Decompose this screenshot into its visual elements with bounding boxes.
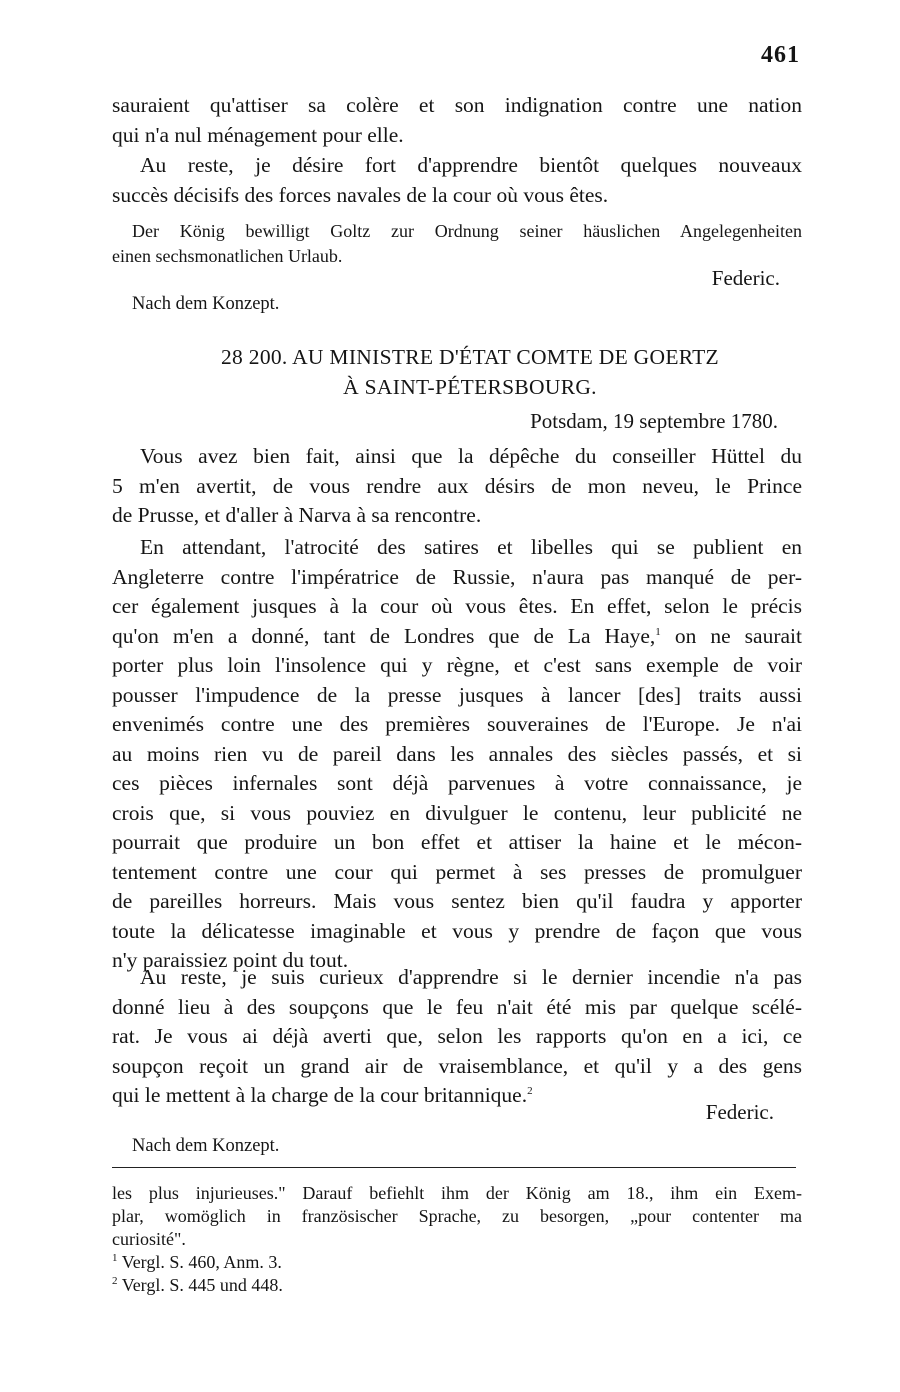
footnote-ref-2: 2	[527, 1084, 533, 1097]
letter-paragraph-1	[112, 442, 802, 531]
text-line: envenimés contre une des premières souveraines de l'Europe. Je n'ai	[112, 712, 802, 736]
text-line-with-footnote	[112, 1081, 802, 1111]
text-line: porter plus loin l'insolence qui y règne, et c'est sans exemple de voir	[112, 653, 802, 677]
text-line-with-footnote	[112, 622, 802, 652]
text-line: sauraient qu'attiser sa colère et son indignation contre une nation	[112, 93, 802, 117]
letter-paragraph-2	[112, 533, 802, 976]
footnote-text: Vergl. S. 460, Anm. 3.	[121, 1252, 282, 1272]
footnote-continuation-line: les plus injurieuses." Darauf befiehlt ihm der König am 18., ihm ein Exem-	[112, 1183, 802, 1203]
letter-paragraph-3	[112, 963, 802, 1111]
footnote-continuation-line: plar, womöglich in französischer Sprache, zu besorgen, „pour contenter ma	[112, 1206, 802, 1226]
text-line: Au reste, je suis curieux d'apprendre si le dernier incendie n'a pas	[140, 965, 802, 989]
text-line: succès décisifs des forces navales de la cour où vous êtes.	[112, 182, 609, 207]
letter-heading-line-1: 28 200. AU MINISTRE D'ÉTAT COMTE DE GOERTZ	[221, 345, 719, 369]
footnote-2	[112, 1274, 802, 1297]
text-segment: on ne saurait	[660, 623, 802, 648]
text-line: qui n'a nul ménagement pour elle.	[112, 122, 404, 147]
prev-letter-source: Nach dem Konzept.	[132, 294, 280, 314]
footnote-marker: 1	[112, 1252, 118, 1264]
text-line: soupçon reçoit un grand air de vraisemblance, et qu'il y a des gens	[112, 1053, 802, 1078]
text-line: donné lieu à des soupçons que le feu n'ait été mis par quelque scélé-	[112, 994, 802, 1019]
footnote-ref-1: 1	[655, 625, 661, 638]
letter-heading-line-2: À SAINT-PÉTERSBOURG.	[343, 375, 597, 399]
text-line: En attendant, l'atrocité des satires et libelles qui se publient en	[140, 535, 802, 559]
letter-source: Nach dem Konzept.	[132, 1136, 280, 1156]
text-line: tentement contre une cour qui permet à ses presses de promulguer	[112, 859, 802, 884]
text-line: einen sechsmonatlichen Urlaub.	[112, 246, 343, 266]
text-line: ces pièces infernales sont déjà parvenues à votre connaissance, je	[112, 771, 802, 795]
text-line: pousser l'impudence de la presse jusques à lancer [des] traits aussi	[112, 682, 802, 707]
text-line: au moins rien vu de pareil dans les annales des siècles passés, et si	[112, 741, 802, 766]
text-line: Au reste, je désire fort d'apprendre bientôt quelques nouveaux	[140, 153, 802, 177]
text-line: rat. Je vous ai déjà averti que, selon les rapports qu'on en a ici, ce	[112, 1024, 802, 1048]
text-line: Der König bewilligt Goltz zur Ordnung seiner häuslichen Angelegenheiten	[132, 221, 802, 241]
prev-letter-signature: Federic.	[711, 266, 780, 290]
page-number: 461	[761, 42, 800, 68]
footnote-1	[112, 1251, 802, 1274]
text-line: n'y paraissiez point du tout.	[112, 948, 349, 972]
text-line: Angleterre contre l'impératrice de Russie, n'aura pas manqué de per-	[112, 564, 802, 589]
prev-letter-editorial-note	[112, 219, 802, 269]
text-line: crois que, si vous pouviez en divulguer le contenu, leur publicité ne	[112, 800, 802, 825]
footnotes	[112, 1182, 802, 1297]
text-segment: qu'on m'en a donné, tant de Londres que de La Haye,	[112, 623, 656, 648]
letter-heading	[100, 342, 840, 402]
footnote-text: Vergl. S. 445 und 448.	[121, 1275, 283, 1295]
text-line: cer également jusques à la cour où vous êtes. En effet, selon le précis	[112, 594, 802, 618]
prev-letter-paragraph-1	[112, 91, 802, 150]
text-line: 5 m'en avertit, de vous rendre aux désirs de mon neveu, le Prince	[112, 473, 802, 498]
text-line: Vous avez bien fait, ainsi que la dépêche du conseiller Hüttel du	[140, 444, 802, 468]
text-line: de Prusse, et d'aller à Narva à sa rencontre.	[112, 503, 482, 527]
letter-dateline: Potsdam, 19 septembre 1780.	[530, 409, 778, 433]
text-line: de pareilles horreurs. Mais vous sentez bien qu'il faudra y apporter	[112, 889, 802, 913]
text-line: toute la délicatesse imaginable et vous y prendre de façon que vous	[112, 918, 802, 943]
letter-signature: Federic.	[705, 1100, 774, 1124]
prev-letter-paragraph-2	[112, 151, 802, 210]
footnote-continuation-line: curiosité".	[112, 1229, 186, 1249]
footnote-marker: 2	[112, 1275, 118, 1287]
footnote-divider	[112, 1167, 796, 1168]
text-segment: qui le mettent à la charge de la cour britannique.	[112, 1083, 528, 1107]
text-line: pourrait que produire un bon effet et attiser la haine et le mécon-	[112, 830, 802, 854]
